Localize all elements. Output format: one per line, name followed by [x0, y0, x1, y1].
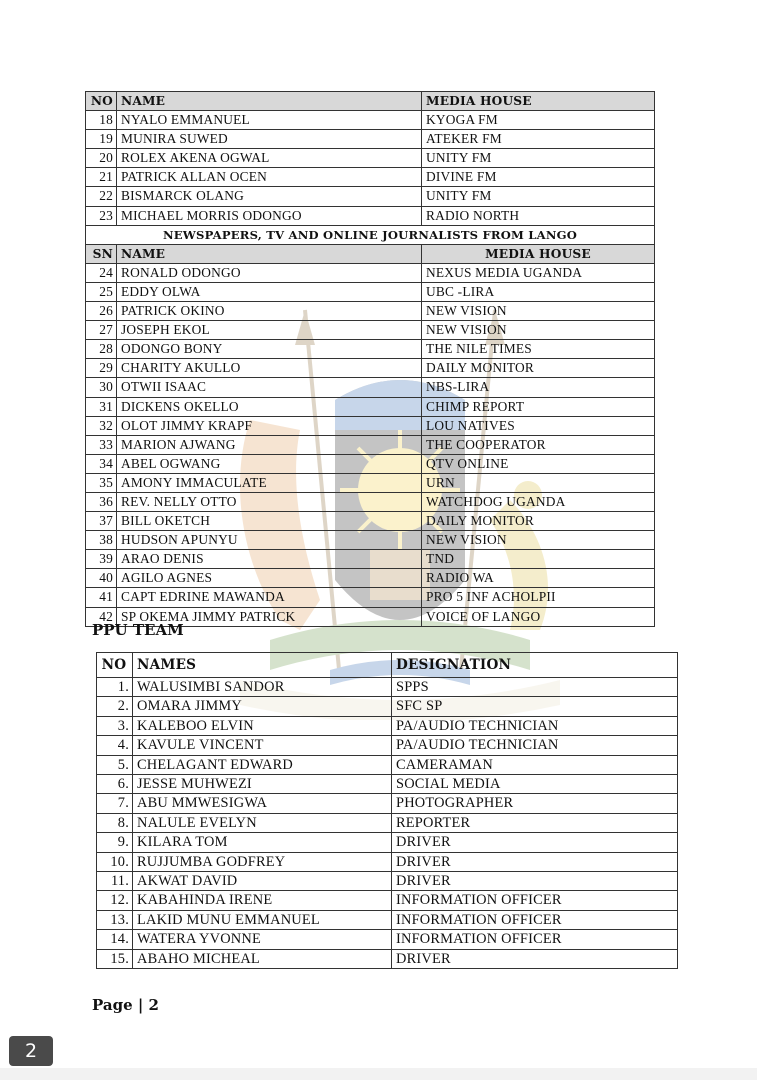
cell-number: 34 [86, 454, 117, 473]
cell-value: WATCHDOG UGANDA [422, 492, 655, 511]
cell-value: PHOTOGRAPHER [392, 794, 678, 813]
table-row [86, 435, 655, 454]
cell-name: SP OKEMA JIMMY PATRICK [117, 607, 422, 626]
table-row [86, 454, 655, 473]
cell-name: CHELAGANT EDWARD [133, 755, 392, 774]
header-sn: SN [86, 244, 117, 263]
cell-number: 11. [97, 872, 133, 891]
cell-name: PATRICK OKINO [117, 302, 422, 321]
header-name-2: NAME [117, 244, 422, 263]
cell-name: ARAO DENIS [117, 550, 422, 569]
ppu-team-table [96, 652, 678, 969]
cell-value: NEW VISION [422, 321, 655, 340]
cell-value: REPORTER [392, 813, 678, 832]
cell-name: AGILO AGNES [117, 569, 422, 588]
cell-number: 29 [86, 359, 117, 378]
cell-name: DICKENS OKELLO [117, 397, 422, 416]
cell-name: HUDSON APUNYU [117, 531, 422, 550]
cell-name: PATRICK ALLAN OCEN [117, 168, 422, 187]
cell-value: PA/AUDIO TECHNICIAN [392, 736, 678, 755]
header-media-house-2: MEDIA HOUSE [422, 244, 655, 263]
cell-value: DRIVER [392, 833, 678, 852]
cell-number: 35 [86, 473, 117, 492]
table-row [86, 531, 655, 550]
table-row [97, 755, 678, 774]
cell-name: OTWII ISAAC [117, 378, 422, 397]
cell-name: AKWAT DAVID [133, 872, 392, 891]
table-header-row [97, 653, 678, 678]
cell-value: ATEKER FM [422, 130, 655, 149]
table-row [97, 930, 678, 949]
table-row [97, 678, 678, 697]
cell-number: 13. [97, 910, 133, 929]
table-row [86, 302, 655, 321]
cell-value: CHIMP REPORT [422, 397, 655, 416]
cell-value: UNITY FM [422, 187, 655, 206]
cell-name: BISMARCK OLANG [117, 187, 422, 206]
cell-name: JESSE MUHWEZI [133, 775, 392, 794]
table-row [97, 813, 678, 832]
cell-name: OMARA JIMMY [133, 697, 392, 716]
cell-value: INFORMATION OFFICER [392, 891, 678, 910]
cell-value: LOU NATIVES [422, 416, 655, 435]
table-row [97, 736, 678, 755]
cell-value: QTV ONLINE [422, 454, 655, 473]
cell-number: 31 [86, 397, 117, 416]
header-name: NAME [117, 92, 422, 111]
cell-value: NBS-LIRA [422, 378, 655, 397]
header-no: NO [86, 92, 117, 111]
cell-name: JOSEPH EKOL [117, 321, 422, 340]
cell-number: 18 [86, 111, 117, 130]
table-row [86, 378, 655, 397]
cell-name: ABEL OGWANG [117, 454, 422, 473]
cell-value: DIVINE FM [422, 168, 655, 187]
cell-value: DRIVER [392, 949, 678, 968]
cell-number: 12. [97, 891, 133, 910]
table-row [86, 397, 655, 416]
cell-number: 5. [97, 755, 133, 774]
table-row [86, 149, 655, 168]
cell-name: MUNIRA SUWED [117, 130, 422, 149]
cell-name: WATERA YVONNE [133, 930, 392, 949]
table-row [86, 168, 655, 187]
cell-number: 41 [86, 588, 117, 607]
cell-name: NYALO EMMANUEL [117, 111, 422, 130]
cell-value: URN [422, 473, 655, 492]
cell-number: 42 [86, 607, 117, 626]
cell-name: AMONY IMMACULATE [117, 473, 422, 492]
page-footer: Page | 2 [92, 996, 159, 1014]
cell-name: KALEBOO ELVIN [133, 716, 392, 735]
cell-value: THE NILE TIMES [422, 340, 655, 359]
cell-number: 38 [86, 531, 117, 550]
section-title: NEWSPAPERS, TV AND ONLINE JOURNALISTS FROM LANGO [86, 225, 655, 244]
cell-value: SPPS [392, 678, 678, 697]
cell-name: RUJJUMBA GODFREY [133, 852, 392, 871]
table-row [97, 910, 678, 929]
table-row [86, 206, 655, 225]
table-row [97, 891, 678, 910]
cell-value: INFORMATION OFFICER [392, 930, 678, 949]
cell-name: ABU MMWESIGWA [133, 794, 392, 813]
cell-number: 9. [97, 833, 133, 852]
table-header-row [86, 92, 655, 111]
page-number-badge[interactable]: 2 [9, 1036, 53, 1066]
cell-value: RADIO NORTH [422, 206, 655, 225]
cell-value: INFORMATION OFFICER [392, 910, 678, 929]
cell-value: SFC SP [392, 697, 678, 716]
section-title-row [86, 225, 655, 244]
cell-value: DAILY MONITOR [422, 359, 655, 378]
cell-number: 8. [97, 813, 133, 832]
cell-value: DRIVER [392, 872, 678, 891]
cell-value: PRO 5 INF ACHOLPII [422, 588, 655, 607]
table-row [97, 775, 678, 794]
cell-number: 19 [86, 130, 117, 149]
cell-number: 3. [97, 716, 133, 735]
cell-number: 26 [86, 302, 117, 321]
cell-number: 27 [86, 321, 117, 340]
table-row [97, 716, 678, 735]
cell-number: 32 [86, 416, 117, 435]
cell-number: 22 [86, 187, 117, 206]
table-row [86, 588, 655, 607]
cell-name: LAKID MUNU EMMANUEL [133, 910, 392, 929]
cell-value: VOICE OF LANGO [422, 607, 655, 626]
ppu-team-title: PPU TEAM [92, 621, 184, 639]
table-row [97, 852, 678, 871]
table-row [86, 130, 655, 149]
table-subheader-row [86, 244, 655, 263]
cell-name: KABAHINDA IRENE [133, 891, 392, 910]
table-row [97, 872, 678, 891]
cell-number: 21 [86, 168, 117, 187]
cell-number: 40 [86, 569, 117, 588]
table-row [86, 512, 655, 531]
table-row [86, 550, 655, 569]
cell-number: 14. [97, 930, 133, 949]
cell-number: 24 [86, 263, 117, 282]
cell-value: PA/AUDIO TECHNICIAN [392, 716, 678, 735]
cell-value: NEXUS MEDIA UGANDA [422, 263, 655, 282]
cell-number: 7. [97, 794, 133, 813]
cell-value: KYOGA FM [422, 111, 655, 130]
table-row [86, 340, 655, 359]
table-row [86, 282, 655, 301]
table-row [97, 794, 678, 813]
cell-name: MARION AJWANG [117, 435, 422, 454]
cell-number: 30 [86, 378, 117, 397]
cell-value: CAMERAMAN [392, 755, 678, 774]
table-row [97, 697, 678, 716]
table-row [86, 187, 655, 206]
table-row [86, 416, 655, 435]
cell-name: MICHAEL MORRIS ODONGO [117, 206, 422, 225]
header-media-house: MEDIA HOUSE [422, 92, 655, 111]
cell-value: SOCIAL MEDIA [392, 775, 678, 794]
cell-number: 4. [97, 736, 133, 755]
cell-number: 20 [86, 149, 117, 168]
header-names: NAMES [133, 653, 392, 678]
cell-number: 28 [86, 340, 117, 359]
cell-number: 6. [97, 775, 133, 794]
cell-number: 2. [97, 697, 133, 716]
cell-name: CAPT EDRINE MAWANDA [117, 588, 422, 607]
cell-value: UNITY FM [422, 149, 655, 168]
table-row [86, 492, 655, 511]
cell-value: RADIO WA [422, 569, 655, 588]
table-row [86, 263, 655, 282]
cell-value: NEW VISION [422, 531, 655, 550]
cell-value: NEW VISION [422, 302, 655, 321]
header-no: NO [97, 653, 133, 678]
cell-name: OLOT JIMMY KRAPF [117, 416, 422, 435]
cell-number: 36 [86, 492, 117, 511]
cell-number: 33 [86, 435, 117, 454]
cell-number: 23 [86, 206, 117, 225]
cell-name: RONALD ODONGO [117, 263, 422, 282]
cell-name: NALULE EVELYN [133, 813, 392, 832]
cell-name: KILARA TOM [133, 833, 392, 852]
cell-number: 10. [97, 852, 133, 871]
table-row [97, 949, 678, 968]
table-row [86, 569, 655, 588]
table-row [86, 473, 655, 492]
cell-number: 15. [97, 949, 133, 968]
cell-name: KAVULE VINCENT [133, 736, 392, 755]
table-row [97, 833, 678, 852]
cell-value: UBC -LIRA [422, 282, 655, 301]
cell-value: DRIVER [392, 852, 678, 871]
cell-name: CHARITY AKULLO [117, 359, 422, 378]
cell-name: BILL OKETCH [117, 512, 422, 531]
cell-name: REV. NELLY OTTO [117, 492, 422, 511]
header-designation: DESIGNATION [392, 653, 678, 678]
cell-value: DAILY MONITOR [422, 512, 655, 531]
table-row [86, 359, 655, 378]
cell-number: 1. [97, 678, 133, 697]
table-row [86, 111, 655, 130]
table-row [86, 321, 655, 340]
cell-value: TND [422, 550, 655, 569]
cell-name: WALUSIMBI SANDOR [133, 678, 392, 697]
cell-name: ODONGO BONY [117, 340, 422, 359]
cell-value: THE COOPERATOR [422, 435, 655, 454]
journalists-table [85, 91, 655, 627]
cell-number: 37 [86, 512, 117, 531]
cell-name: EDDY OLWA [117, 282, 422, 301]
cell-number: 25 [86, 282, 117, 301]
cell-name: ABAHO MICHEAL [133, 949, 392, 968]
cell-name: ROLEX AKENA OGWAL [117, 149, 422, 168]
cell-number: 39 [86, 550, 117, 569]
